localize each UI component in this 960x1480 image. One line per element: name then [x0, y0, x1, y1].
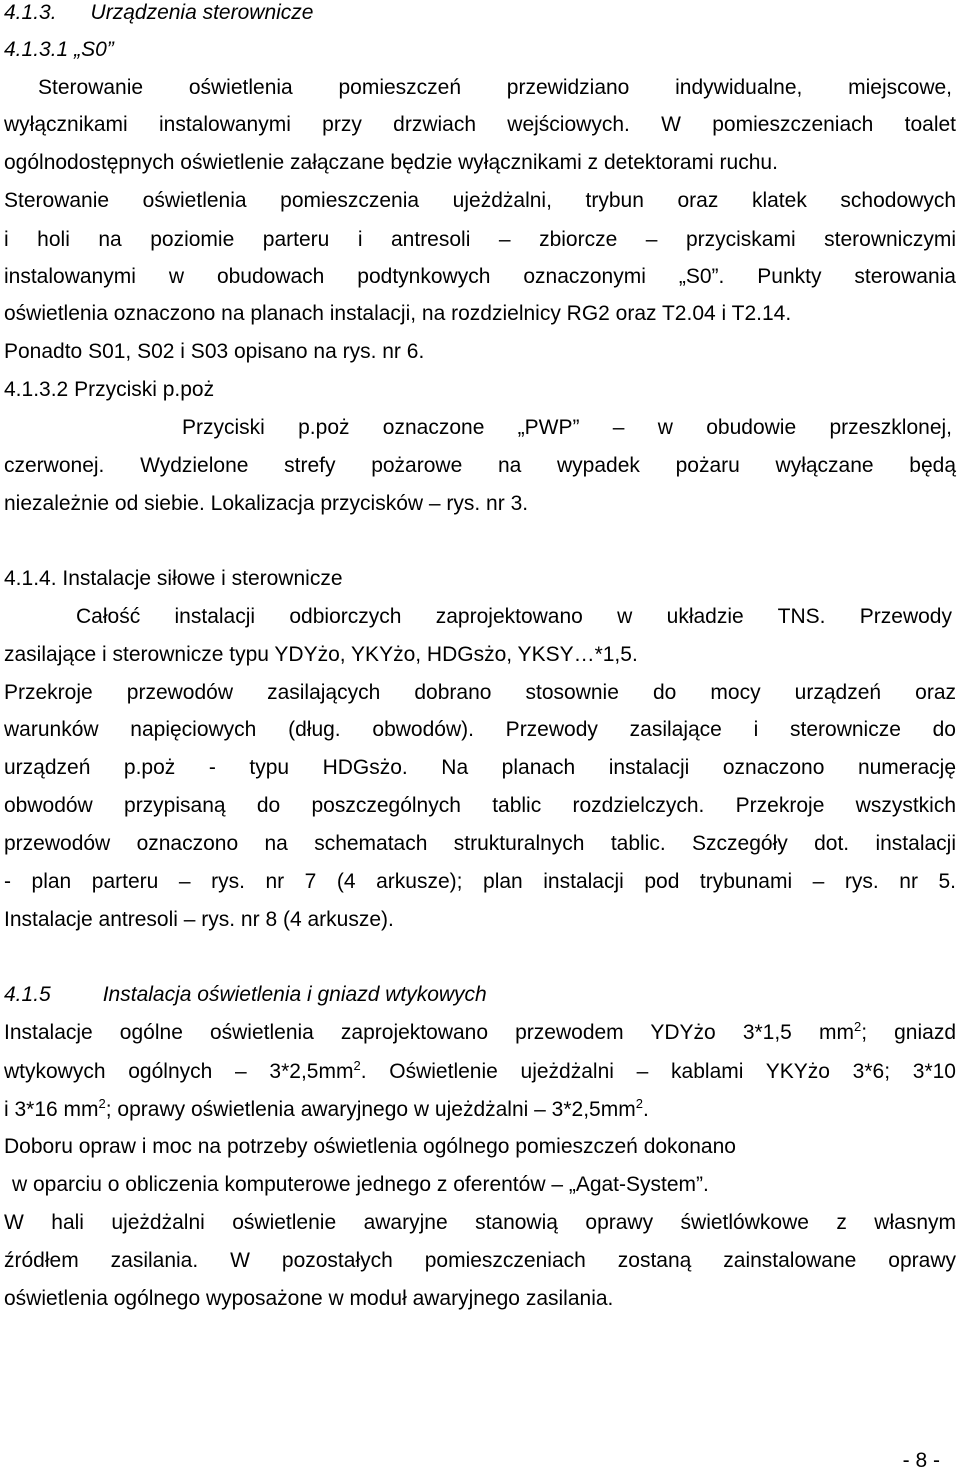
paragraph-line: Sterowanie oświetlenia pomieszczeń przewidziano indywidualne, miejscowe,: [38, 76, 952, 99]
paragraph-line: Doboru opraw i moc na potrzeby oświetlenia ogólnego pomieszczeń dokonano: [4, 1135, 736, 1158]
paragraph-line: W hali ujeżdżalni oświetlenie awaryjne stanowią oprawy świetlówkowe z własnym: [4, 1211, 956, 1234]
heading-title: Urządzenia sterownicze: [90, 1, 314, 24]
text-run: ; oprawy oświetlenia awaryjnego w ujeżdżalni – 3*2,5mm: [105, 1098, 636, 1121]
heading-number: 4.1.5: [4, 983, 51, 1006]
superscript: 2: [353, 1058, 361, 1073]
heading-number: 4.1.3.1: [4, 38, 69, 61]
superscript: 2: [635, 1096, 643, 1111]
heading-title: Instalacja oświetlenia i gniazd wtykowych: [102, 983, 487, 1006]
heading-4-1-5: [4, 982, 956, 1008]
paragraph-line: przewodów oznaczono na schematach strukturalnych tablic. Szczegóły dot. instalacji: [4, 832, 956, 855]
paragraph-line: ogólnodostępnych oświetlenie załączane będzie wyłącznikami z detektorami ruchu.: [4, 151, 778, 174]
paragraph-line: - plan parteru – rys. nr 7 (4 arkusze); plan instalacji pod trybunami – rys. nr 5.: [4, 870, 956, 893]
paragraph-line: [4, 1020, 956, 1046]
paragraph-line: Całość instalacji odbiorczych zaprojektowano w układzie TNS. Przewody: [76, 605, 952, 628]
paragraph-line: źródłem zasilania. W pozostałych pomieszczeniach zostaną zainstalowane oprawy: [4, 1249, 956, 1272]
paragraph-line: Przyciski p.poż oznaczone „PWP” – w obudowie przeszklonej,: [182, 416, 952, 439]
paragraph-line: Instalacje antresoli – rys. nr 8 (4 arkusze).: [4, 908, 394, 931]
paragraph-line: obwodów przypisaną do poszczególnych tablic rozdzielczych. Przekroje wszystkich: [4, 794, 956, 817]
text-run: ; gniazd: [861, 1021, 956, 1044]
heading-4-1-3-1: [4, 37, 956, 63]
superscript: 2: [853, 1019, 862, 1034]
paragraph-line: i holi na poziomie parteru i antresoli – zbiorcze – przyciskami sterowniczymi: [4, 228, 956, 251]
text-run: . Oświetlenie ujeżdżalni – kablami YKYżo 3*6; 3*10: [360, 1060, 956, 1083]
paragraph-line: [4, 1097, 956, 1123]
paragraph-line: oświetlenia ogólnego wyposażone w moduł awaryjnego zasilania.: [4, 1287, 614, 1310]
heading-title: Przyciski p.poż: [74, 378, 215, 401]
paragraph-line: zasilające i sterownicze typu YDYżo, YKYżo, HDGsżo, YKSY…*1,5.: [4, 643, 638, 666]
heading-4-1-4: 4.1.4. Instalacje siłowe i sterownicze: [4, 567, 343, 590]
text-run: wtykowych ogólnych – 3*2,5mm: [4, 1060, 354, 1083]
text-run: .: [642, 1098, 649, 1121]
paragraph-line: urządzeń p.poż - typu HDGsżo. Na planach instalacji oznaczono numerację: [4, 756, 956, 779]
paragraph-line: w oparciu o obliczenia komputerowe jednego z oferentów – „Agat-System”.: [12, 1173, 709, 1196]
paragraph-line: Sterowanie oświetlenia pomieszczenia ujeżdżalni, trybun oraz klatek schodowych: [4, 189, 956, 212]
paragraph-line: czerwonej. Wydzielone strefy pożarowe na wypadek pożaru wyłączane będą: [4, 454, 956, 477]
page-number: - 8 -: [902, 1449, 940, 1472]
heading-number: 4.1.3.: [4, 1, 57, 24]
paragraph-line: instalowanymi w obudowach podtynkowych oznaczonymi „S0”. Punkty sterowania: [4, 265, 956, 288]
text-run: i 3*16 mm: [4, 1098, 99, 1121]
text-run: Instalacje ogólne oświetlenia zaprojektowano przewodem YDYżo 3*1,5 mm: [4, 1021, 854, 1044]
heading-number: 4.1.3.2: [4, 378, 69, 401]
paragraph-line: Ponadto S01, S02 i S03 opisano na rys. nr 6.: [4, 340, 425, 363]
heading-4-1-3-2: [4, 377, 956, 403]
paragraph-line: Przekroje przewodów zasilających dobrano stosownie do mocy urządzeń oraz: [4, 681, 956, 704]
heading-title: „S0”: [74, 38, 114, 61]
paragraph-line: wyłącznikami instalowanymi przy drzwiach wejściowych. W pomieszczeniach toalet: [4, 113, 956, 136]
heading-4-1-3: [4, 0, 956, 26]
paragraph-line: oświetlenia oznaczono na planach instalacji, na rozdzielnicy RG2 oraz T2.04 i T2.14.: [4, 302, 792, 325]
superscript: 2: [98, 1096, 106, 1111]
paragraph-line: niezależnie od siebie. Lokalizacja przycisków – rys. nr 3.: [4, 492, 529, 515]
paragraph-line: warunków napięciowych (dług. obwodów). Przewody zasilające i sterownicze do: [4, 718, 956, 741]
paragraph-line: [4, 1059, 956, 1085]
